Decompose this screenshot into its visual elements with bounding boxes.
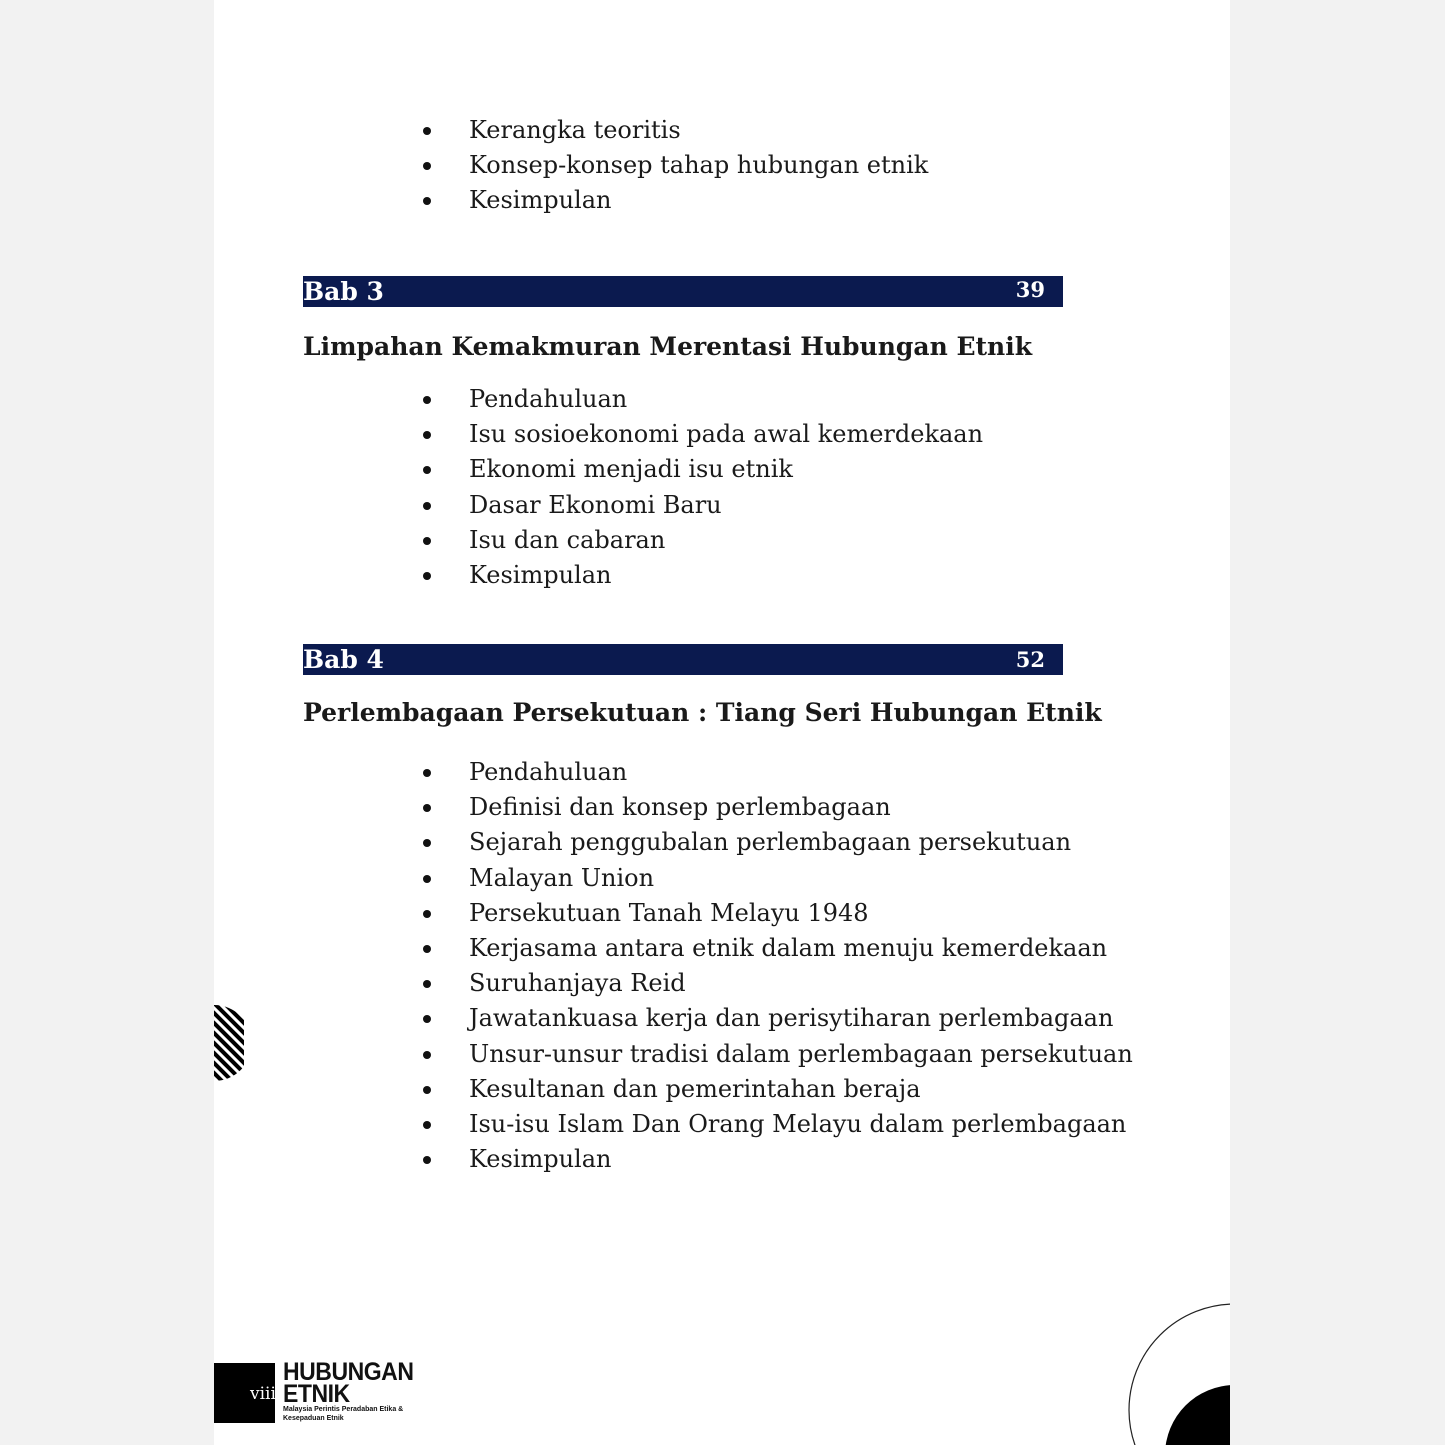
striped-half-circle-icon [214,1003,244,1083]
list-item: Kesimpulan [420,183,928,218]
list-item: Malayan Union [420,861,1133,896]
brand-logo [283,1358,425,1423]
list-item: Jawatankuasa kerja dan perisytiharan perlembagaan [420,1001,1133,1036]
chapter-4-title: Perlembagaan Persekutuan : Tiang Seri Hubungan Etnik [303,698,1102,727]
chapter-3-title: Limpahan Kemakmuran Merentasi Hubungan Etnik [303,332,1033,361]
page-number: viii [250,1384,276,1404]
list-item: Persekutuan Tanah Melayu 1948 [420,896,1133,931]
brand-line-2: ETNIK [283,1380,350,1408]
list-item: Kesimpulan [420,1142,1133,1177]
list-item: Kesultanan dan pemerintahan beraja [420,1072,1133,1107]
list-item: Kerjasama antara etnik dalam menuju kemerdekaan [420,931,1133,966]
list-item: Suruhanjaya Reid [420,966,1133,1001]
list-item: Kesimpulan [420,558,983,593]
brand-tagline: Malaysia Perintis Peradaban Etika & Kesepaduan Etnik [283,1406,404,1422]
page-number-box [214,1363,275,1423]
chapter-3-list [420,382,983,593]
list-item: Sejarah penggubalan perlembagaan persekutuan [420,825,1133,860]
circle-decoration-icon [1120,1300,1230,1445]
brand-line-1: HUBUNGAN [283,1358,414,1386]
list-item: Isu dan cabaran [420,523,983,558]
list-item: Konsep-konsep tahap hubungan etnik [420,148,928,183]
chapter-3-bar [303,276,1063,307]
list-item: Unsur-unsur tradisi dalam perlembagaan persekutuan [420,1037,1133,1072]
list-item: Definisi dan konsep perlembagaan [420,790,1133,825]
list-item: Isu sosioekonomi pada awal kemerdekaan [420,417,983,452]
list-item: Pendahuluan [420,382,983,417]
chapter-4-list [420,755,1133,1177]
chapter-3-label: Bab 3 [303,277,384,306]
chapter-4-page-number: 52 [1015,647,1045,672]
chapter-4-label: Bab 4 [303,645,384,674]
list-item: Ekonomi menjadi isu etnik [420,452,983,487]
list-item: Kerangka teoritis [420,113,928,148]
list-item: Dasar Ekonomi Baru [420,488,983,523]
chapter-4-bar [303,644,1063,675]
chapter-3-page-number: 39 [1015,277,1045,302]
list-item: Isu-isu Islam Dan Orang Melayu dalam perlembagaan [420,1107,1133,1142]
list-item: Pendahuluan [420,755,1133,790]
top-list [420,113,928,219]
book-page [214,0,1230,1445]
